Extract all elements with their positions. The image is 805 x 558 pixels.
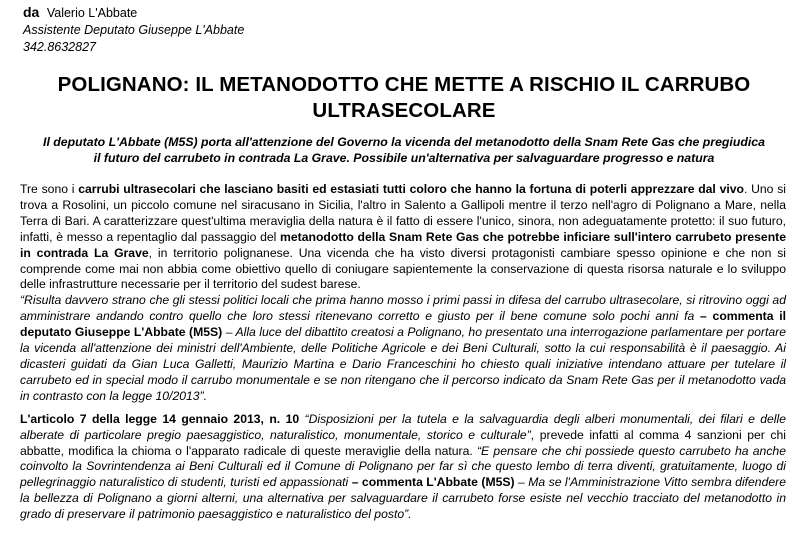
- from-word: da: [23, 4, 40, 20]
- paragraph-1: [20, 182, 786, 293]
- p3-quote-end: ”.: [404, 507, 412, 522]
- subtitle: [20, 134, 788, 166]
- title-line-1: POLIGNANO: IL METANODOTTO CHE METTE A RISCHIO IL CARRUBO: [57, 73, 751, 96]
- p1-text-1: Tre sono i: [20, 182, 79, 196]
- p2-quote-end: ”.: [199, 388, 208, 403]
- sender-name-line: [23, 4, 244, 22]
- p1-bold-2: metanodotto della Snam Rete Gas che potrebbe inficiare sull'intero carrubeto presente in contrada La Grave: [20, 229, 786, 260]
- p2-quote-2: – Alla luce del dibattito creatosi a Polignano, ho presentato una interrogazione parlamentare per portare la vicenda all'attenzione dei ministri dell'Ambiente, delle Politiche Agricole e dei Beni Culturali, sotto la cui responsabilità è il paesaggio. Ai dicasteri guidati da Gian Luca Galletti, Maurizio Martina e Dario Franceschini ho chiesto quali iniziative intendano attuare per tutelare il carrubeto ed in special modo il carrubo monumentale e se non ritengano che il percorso indicato da Snam Rete Gas per il metanodotto vada in contrasto con la legge 10/2013: [20, 325, 786, 403]
- p1-text-3: , in territorio polignanese. Una vicenda che ha visto diversi protagonisti cambiare spesso opinione e che non si comprende come mai non abbia come obiettivo quello di coniugare sapientemente la conservazione di questa risorsa naturale e lo sviluppo delle infrastrutture necessarie per il territorio del sudest barese.: [20, 245, 787, 292]
- sender-name: Valerio L'Abbate: [46, 6, 138, 20]
- p2-attribution: – commenta il deputato Giuseppe L'Abbate (M5S): [20, 309, 786, 340]
- article-body: [20, 182, 786, 523]
- sender-role: Assistente Deputato Giuseppe L'Abbate: [23, 23, 245, 37]
- title-line-2: ULTRASECOLARE: [312, 99, 496, 122]
- p1-text-2: . Uno si trova a Rosolini, un piccolo comune nel siracusano in Sicilia, l'altro in Salento a Gallipoli mentre il terzo nell'agro di Polignano a Mare, nella Terra di Bari. A caratterizzare quest'ultima meraviglia della natura è il fatto di essere l'unico, sinora, non adeguatamente protetto: il suo futuro, infatti, è messo a repentaglio dal passaggio del: [20, 182, 787, 244]
- p3-law-ref: L'articolo 7 della legge 14 gennaio 2013, n. 10: [20, 411, 300, 426]
- sender-block: [23, 4, 244, 56]
- p3-quote-2: – Ma se l'Amministrazione Vitto sembra difendere la bellezza di Polignano a giorni alterni, una alternativa per salvaguardare il carrubeto forse esiste nel vecchio tracciato del metanodotto in grado di preservare il patrimonio paesaggistico e naturalistico del posto: [20, 475, 786, 522]
- p1-bold-1: carrubi ultrasecolari che lasciano basiti ed estasiati tutti coloro che hanno la fortuna di poterli apprezzare dal vivo: [78, 182, 744, 196]
- p2-quote-1: “Risulta davvero strano che gli stessi politici locali che prima hanno mosso i primi passi in difesa del carrubo ultrasecolare, si ritrovino oggi ad amministrare andando contro quello che loro stessi ritenevano corretto e giusto per il bene comune solo pochi anni fa: [20, 293, 786, 324]
- p3-attribution: – commenta L'Abbate (M5S): [348, 475, 519, 490]
- subtitle-line-2: il futuro del carrubeto in contrada La Grave. Possibile un'alternativa per salvaguardare progresso e natura: [93, 151, 715, 165]
- p3-text-1: , prevede infatti al comma 4 sanzioni per chi abbatte, modifica la chioma o l'apparato radicale di queste meraviglie della natura.: [20, 427, 786, 458]
- p3-law-title: “Disposizioni per la tutela e la salvaguardia degli alberi monumentali, dei filari e delle alberate di particolare pregio paesaggistico, naturalistico, monumentale, storico e culturale”: [20, 411, 787, 442]
- p3-quote-1: “E pensare che chi possiede questo carrubeto ha anche coinvolto la Sovrintendenza ai Beni Culturali ed il Comune di Polignano per far sì che questo lembo di terra diventi, gratuitamente, luogo di pellegrinaggio naturalistico di studenti, turisti ed appassionati: [20, 443, 786, 490]
- subtitle-line-1: Il deputato L'Abbate (M5S) porta all'attenzione del Governo la vicenda del metanodotto della Snam Rete Gas che pregiudica: [43, 135, 765, 149]
- paragraph-3: [20, 412, 786, 523]
- page-title: [20, 72, 788, 124]
- paragraph-2: [20, 293, 786, 404]
- sender-phone: 342.8632827: [23, 40, 96, 54]
